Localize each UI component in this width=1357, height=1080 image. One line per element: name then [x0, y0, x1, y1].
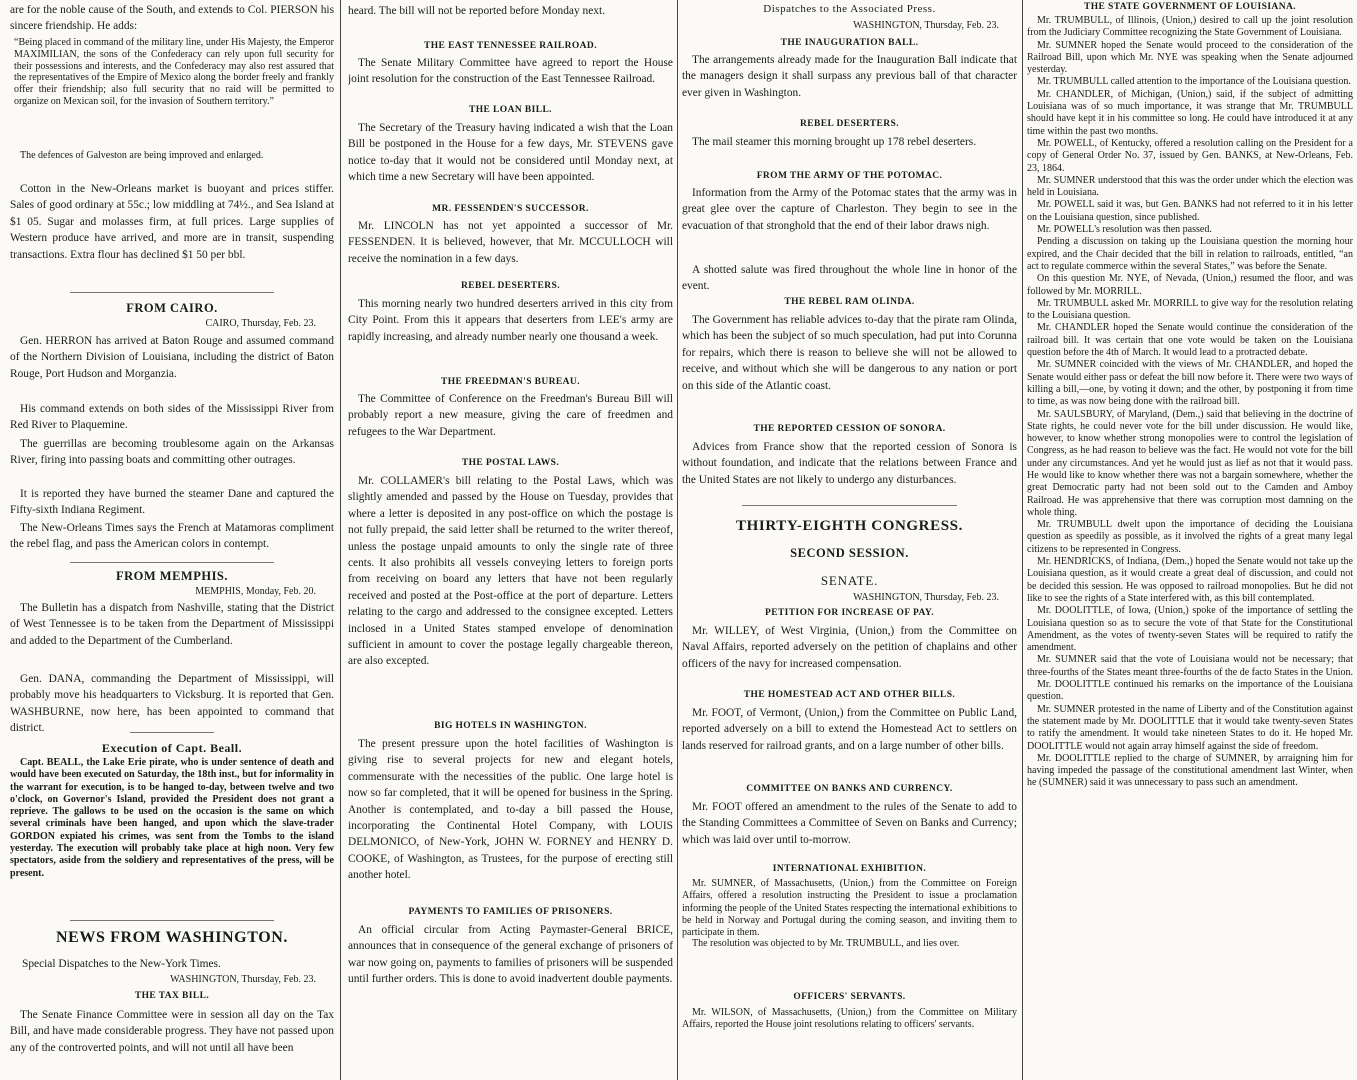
paragraph: Mr. FOOT, of Vermont, (Union,) from the Committee on Public Land, reported adversely on a bill to extend the Homestead Act to settlers on lands reserved for railroad grants, and on a large number of other bills. — [682, 707, 1017, 752]
column-2 — [348, 0, 673, 1080]
paragraph: Gen. DANA, commanding the Department of Mississippi, will probably move his headquarters to Vicksburg. It is reported that Gen. WASHBURNE, now here, has been appointed to command that district. — [10, 673, 334, 735]
section-heading: SECOND SESSION. — [790, 546, 909, 560]
paragraph: Mr. WILLEY, of West Virginia, (Union,) from the Committee on Naval Affairs, reported adversely on the petition of chaplains and other officers of the navy for increased compensation. — [682, 625, 1017, 670]
paragraph: The resolution was objected to by Mr. TRUMBULL, and lies over. — [692, 938, 960, 949]
paragraph: Mr. COLLAMER's bill relating to the Postal Laws, which was slightly amended and passed by the House on Tuesday, provides that where a letter is deposited in any post-office on which the postage is not fully prepaid, the said letter shall be returned to the writer thereof, unless the postage unpaid amounts to only the single rate of three cents. It also prohibits all vessels conveying letters to foreign ports from receiving on board any letters that have not been regularly received and posted at the Post-office at the port of departure. Letters relating to the cargo and addressed to the consignee excepted. Letters inclosed in a United States stamped envelope of denomination sufficient in amount to cover the postage legally chargeable thereon, are also excepted. — [348, 475, 673, 668]
separator — [70, 920, 274, 921]
paragraph: The defences of Galveston are being improved and enlarged. — [20, 150, 264, 161]
section-heading: THE LOAN BILL. — [469, 105, 552, 115]
paragraph: On this question Mr. NYE, of Nevada, (Union,) resumed the floor, and was followed by Mr. MORRILL. — [1027, 273, 1353, 297]
paragraph: Mr. POWELL, of Kentucky, offered a resolution calling on the President for a copy of General Order No. 37, issued by Gen. BANKS, at New-Orleans, Feb. 23, 1864. — [1027, 137, 1353, 174]
paragraph: Mr. FOOT offered an amendment to the rules of the Senate to add to the Standing Committees a Committee of Seven on Banks and Currency; which was laid over until to-morrow. — [682, 801, 1017, 846]
separator — [742, 505, 957, 506]
paragraph: Mr. POWELL said it was, but Gen. BANKS had not referred to it in his letter on the Louisiana question, since published. — [1027, 199, 1353, 223]
section-heading: REBEL DESERTERS. — [461, 281, 560, 291]
paragraph: This morning nearly two hundred deserters arrived in this city from City Point. From this it appears that deserters from LEE's army are rapidly increasing, and already number nearly one thousand a week. — [348, 298, 673, 343]
paragraph: Gen. HERRON has arrived at Baton Rouge and assumed command of the Northern Division of Louisiana, including the district of Baton Rouge, Port Hudson and Morganzia. — [10, 335, 334, 380]
section-heading: OFFICERS' SERVANTS. — [793, 992, 906, 1002]
section-heading: THE EAST TENNESSEE RAILROAD. — [424, 41, 597, 51]
section-heading: THE REBEL RAM OLINDA. — [784, 297, 915, 307]
paragraph: Mr. DOOLITTLE continued his remarks on the importance of the Louisiana question. — [1027, 679, 1353, 703]
paragraph: The arrangements already made for the Inauguration Ball indicate that the managers design it shall surpass any previous ball of that character ever given in Washington. — [682, 54, 1017, 99]
paragraph: The Government has reliable advices to-day that the pirate ram Olinda, which has been the subject of so much speculation, had put into Corunna for repairs, which there is reason to believe she will not be allowed to receive, and without which she will be dangerous to any nation or port on this side of the Atlantic coast. — [682, 314, 1017, 392]
paragraph: Mr. SUMNER, of Massachusetts, (Union,) from the Committee on Foreign Affairs, offered a resolution instructing the President to issue a proclamation informing the people of the United States respecting the international exhibitions to be held in Norway and Portugal during the coming season, and inviting them to participate in them. — [682, 878, 1017, 939]
paragraph: Pending a discussion on taking up the Louisiana question the morning hour expired, and the Chair decided that the bill in relation to railroads, entitled, “an act to regulate commerce within the several States,” was before the Senate. — [1027, 236, 1353, 272]
paragraph: Mr. TRUMBULL dwelt upon the importance of deciding the Louisiana question as speedily as possible, as it involved the rights of a great many legal citizens to be represented in Congress. — [1027, 519, 1353, 555]
main-headline: THIRTY-EIGHTH CONGRESS. — [736, 518, 963, 534]
section-heading: MR. FESSENDEN'S SUCCESSOR. — [432, 204, 589, 214]
section-heading: FROM MEMPHIS. — [115, 569, 229, 583]
paragraph: Mr. SUMNER understood that this was the order under which the election was held in Louisiana. — [1027, 174, 1353, 199]
paragraph: Advices from France show that the reported cession of Sonora is without foundation, and indicate that the relations between France and the United States are not likely to undergo any disturbances. — [682, 441, 1017, 486]
section-heading: FROM THE ARMY OF THE POTOMAC. — [756, 171, 943, 181]
paragraph: Mr. POWELL's resolution was then passed. — [1037, 224, 1212, 236]
paragraph: Mr. TRUMBULL asked Mr. MORRILL to give way for the resolution relating to the Louisiana question. — [1027, 297, 1353, 322]
section-heading: THE HOMESTEAD ACT AND OTHER BILLS. — [743, 690, 956, 700]
paragraph: The Senate Finance Committee were in session all day on the Tax Bill, and have made considerable progress. They have not passed upon any of the controverted points, and will not until all have been — [10, 1009, 334, 1054]
main-headline: NEWS FROM WASHINGTON. — [55, 929, 289, 946]
separator — [130, 732, 214, 733]
paragraph: Capt. BEALL, the Lake Erie pirate, who is under sentence of death and would have been executed on Saturday, the 18th inst., but for informality in the warrant for execution, is to be hanged to-day, between twelve and two o'clock, on Governor's Island, provided the President does not grant a reprieve. The gallows to be used on the occasion is the same on which several criminals have been hanged, and upon which the slave-trader GORDON expiated his crimes, was sent from the Tombs to the island yesterday. The execution will probably take place at high noon. Very few spectators, aside from the soldiery and representatives of the press, will be present. — [10, 757, 334, 879]
separator — [70, 562, 274, 563]
paragraph: Mr. SUMNER said that the vote of Louisiana would not be necessary; that three-fourths of the States meant three-fourths of the de facto States in the Union. — [1027, 654, 1353, 678]
paragraph: Mr. WILSON, of Massachusetts, (Union,) from the Committee on Military Affairs, reported the House joint resolutions relating to officers' servants. — [682, 1007, 1017, 1031]
paragraph: The present pressure upon the hotel facilities of Washington is giving rise to several projects for new and elegant hotels, commensurate with the necessities of the public. One large hotel is now so far completed, that it will be opened for business in the Spring. Another is contemplated, and to-day a bill passed the House, incorporating the Continental Hotel Company, with LOUIS DELMONICO, of New-York, JOHN W. FORNEY and HENRY D. COOKE, of Washington, as Trustees, for the purpose of erecting still another hotel. — [348, 738, 673, 882]
paragraph: The guerrillas are becoming troublesome again on the Arkansas River, firing into passing boats and committing other outrages. — [10, 438, 334, 467]
paragraph: The Committee of Conference on the Freedman's Bureau Bill will probably report a new measure, giving the care of freedmen and refugees to the War Department. — [348, 393, 673, 438]
column-3 — [682, 0, 1017, 1080]
paragraph: heard. The bill will not be reported before Monday next. — [348, 5, 605, 17]
byline: Special Dispatches to the New-York Times. — [22, 958, 221, 970]
paragraph: Information from the Army of the Potomac states that the army was in great glee over the capture of Charleston. They begin to see in the evacuation of that stronghold that the end of their labor draws nigh. — [682, 187, 1017, 232]
paragraph: The Bulletin has a dispatch from Nashville, stating that the District of West Tennessee is to be taken from the Department of Mississippi and added to the Department of the Cumberland. — [10, 602, 334, 647]
section-heading: FROM CAIRO. — [126, 301, 218, 315]
dateline: CAIRO, Thursday, Feb. 23. — [205, 318, 316, 329]
paragraph: Mr. TRUMBULL, of Illinois, (Union,) desired to call up the joint resolution from the Judiciary Committee recognizing the State Government of Louisiana. — [1027, 15, 1353, 39]
section-heading: THE TAX BILL. — [134, 991, 210, 1001]
paragraph: Mr. HENDRICKS, of Indiana, (Dem.,) hoped the Senate would not take up the Louisiana question, as it would create a great deal of discussion, and could not be decided this session. He was opposed to railroad monopolies. But he did not like to see the rights of a State interfered with, as this bill contemplated. — [1027, 556, 1353, 604]
section-heading: THE STATE GOVERNMENT OF LOUISIANA. — [1084, 2, 1296, 12]
column-rule — [1022, 0, 1023, 1080]
paragraph: are for the noble cause of the South, and extends to Col. PIERSON his sincere friendship. He adds: — [10, 4, 334, 33]
paragraph: Mr. CHANDLER, of Michigan, (Union,) said, if the subject of admitting Louisiana was of so much importance, it was strange that Mr. TRUMBULL should have kept it in his committee so long. He could have introduced it at any time within the past two months. — [1027, 88, 1353, 137]
section-heading: COMMITTEE ON BANKS AND CURRENCY. — [746, 784, 953, 794]
paragraph: The New-Orleans Times says the French at Matamoras compliment the rebel flag, and pass the American colors in contempt. — [10, 522, 334, 551]
debate-paragraphs — [1027, 15, 1353, 790]
paragraph: Mr. TRUMBULL called attention to the importance of the Louisiana question. — [1037, 76, 1351, 88]
dateline: WASHINGTON, Thursday, Feb. 23. — [853, 20, 999, 31]
paragraph: An official circular from Acting Paymaster-General BRICE, announces that in consequence of the general exchange of prisoners of war now going on, payments to families of prisoners will be suspended until further orders. This is done to avoid inadvertent double payments. — [348, 924, 673, 986]
section-heading: INTERNATIONAL EXHIBITION. — [772, 864, 927, 874]
paragraph: Mr. SAULSBURY, of Maryland, (Dem.,) said that believing in the doctrine of State rights, he could never vote for the bill under discussion. He would like, however, to know whether strong monopolies were to control the legislation of Congress, as he had reason to believe was the fact. He would not vote for the bill under any circumstances. And yet he would just as lief as not that it would pass. He would like to know whether there was not a bargain somewhere, whether the great Democratic party had not been sold out to the Camden and Amboy Railroad. He was apprehensive that there was corruption most damning on the whole thing. — [1027, 408, 1353, 518]
section-heading: THE REPORTED CESSION OF SONORA. — [753, 424, 946, 434]
paragraph: Mr. DOOLITTLE, of Iowa, (Union,) spoke of the importance of settling the Louisiana question so as to secure the vote of that State for the Constitutional Amendment, as the votes of twenty-seven States will be required to ratify the amendment. — [1027, 605, 1353, 654]
paragraph: Mr. LINCOLN has not yet appointed a successor of Mr. FESSENDEN. It is believed, however, that Mr. MCCULLOCH will receive the nomination in a few days. — [348, 220, 673, 265]
separator — [70, 292, 274, 293]
paragraph: The Secretary of the Treasury having indicated a wish that the Loan Bill be postponed in the House for a few days, Mr. STEVENS gave notice to-day that it would not be considered until Monday next, at which time a new Secretary will have been appointed. — [348, 122, 673, 184]
paragraph: Cotton in the New-Orleans market is buoyant and prices stiffer. Sales of good ordinary at 55c.; low middling at 74½., and Sea Island at $1 05. Sugar and molasses firm, at full prices. Large supplies of Western produce have arrived, and more are in transit, suspending transactions. Extra flour has declined $1 50 per bbl. — [10, 183, 334, 261]
section-heading: THE INAUGURATION BALL. — [780, 38, 919, 48]
paragraph: His command extends on both sides of the Mississippi River from Red River to Plaquemine. — [10, 403, 334, 432]
dateline: MEMPHIS, Monday, Feb. 20. — [195, 586, 316, 597]
section-heading: THE FREEDMAN'S BUREAU. — [441, 377, 580, 387]
column-rule — [340, 0, 341, 1080]
quote-paragraph: “Being placed in command of the military line, under His Majesty, the Emperor MAXIMILIAN, the sons of the Confederacy can rely upon full security for their possessions and interests, and the Confederacy may also rest assured that the representatives of the Empire of Mexico along the border freely and frankly offer their friendship; also full security that no raid will be permitted to organize on Mexican soil, for the invasion of Southern territory.” — [14, 37, 334, 107]
dateline: WASHINGTON, Thursday, Feb. 23. — [170, 974, 316, 985]
paragraph: Mr. SUMNER coincided with the views of Mr. CHANDLER, and hoped the Senate would either pass or defeat the bill now before it. There were two ways of killing a bill,—one, by voting it down; and the other, by postponing it from time to time, as was now being done with the railroad bill. — [1027, 359, 1353, 408]
paragraph: Mr. DOOLITTLE replied to the charge of SUMNER, by arraigning him for having impeded the passage of the constitutional amendment last Winter, when he (SUMNER) said it was unnecessary to pass such an amendment. — [1027, 752, 1353, 789]
section-heading: BIG HOTELS IN WASHINGTON. — [434, 721, 587, 731]
section-heading: Execution of Capt. Beall. — [101, 741, 243, 755]
column-1 — [10, 0, 334, 1080]
dateline: WASHINGTON, Thursday, Feb. 23. — [853, 592, 999, 603]
column-4 — [1027, 0, 1353, 1080]
section-heading: PETITION FOR INCREASE OF PAY. — [765, 608, 934, 618]
section-heading: REBEL DESERTERS. — [800, 119, 899, 129]
paragraph: The mail steamer this morning brought up 178 rebel deserters. — [692, 136, 977, 148]
section-heading: THE POSTAL LAWS. — [461, 458, 560, 468]
paragraph: Mr. SUMNER hoped the Senate would proceed to the consideration of the Railroad Bill, upon which Mr. NYE was speaking when the Senate adjourned yesterday. — [1027, 39, 1353, 76]
byline: Dispatches to the Associated Press. — [763, 3, 936, 15]
section-heading: PAYMENTS TO FAMILIES OF PRISONERS. — [408, 907, 613, 917]
paragraph: Mr. CHANDLER hoped the Senate would continue the consideration of the railroad bill. It was certain that one vote would be taken on the Louisiana question before the 4th of March. It would lead to a protracted debate. — [1027, 322, 1353, 359]
paragraph: The Senate Military Committee have agreed to report the House joint resolution for the construction of the East Tennessee Railroad. — [348, 57, 673, 86]
column-rule — [677, 0, 678, 1080]
paragraph: It is reported they have burned the steamer Dane and captured the Fifty-sixth Indiana Regiment. — [10, 488, 334, 517]
paragraph: Mr. SUMNER protested in the name of Liberty and of the Constitution against the statement made by Mr. DOOLITTLE that it would take twenty-seven States to ratify the amendment. It would take nineteen States to do it. He hoped Mr. DOOLITTLE would not again array himself against the side of freedom. — [1027, 703, 1353, 752]
paragraph: A shotted salute was fired throughout the whole line in honor of the event. — [682, 264, 1017, 293]
section-heading: SENATE. — [820, 573, 879, 588]
